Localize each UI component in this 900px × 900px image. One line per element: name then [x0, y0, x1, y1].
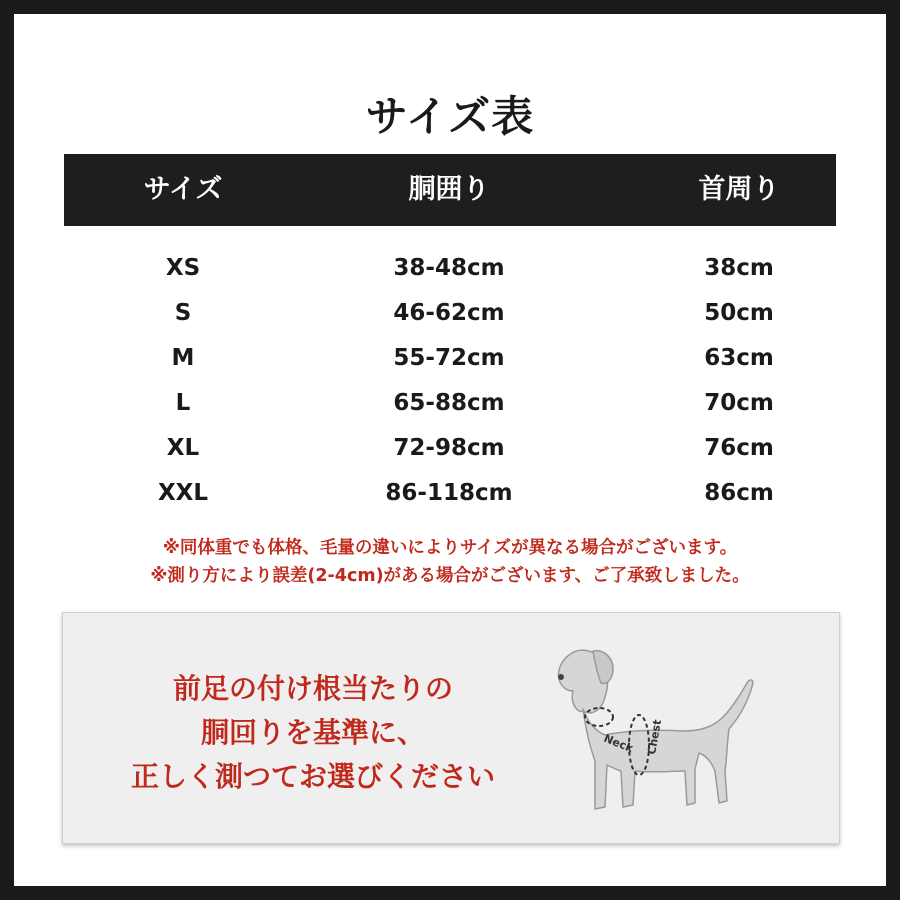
chest-cell: 72-98cm	[393, 435, 505, 461]
size-chart-page	[14, 14, 886, 886]
dog-measurement-diagram	[543, 621, 773, 831]
page-title: サイズ表	[365, 92, 535, 141]
neck-cell: 70cm	[704, 390, 774, 416]
size-cell: M	[171, 345, 195, 371]
measurement-guide-panel	[62, 612, 840, 844]
neck-cell: 50cm	[704, 300, 774, 326]
chest-cell: 65-88cm	[393, 390, 505, 416]
table-row	[64, 246, 836, 291]
guide-line-3: 正しく測つてお選びください	[130, 760, 495, 793]
neck-label: Neck	[601, 731, 636, 756]
table-row	[64, 426, 836, 471]
dog-icon	[543, 621, 773, 831]
chest-label: Chest	[645, 718, 665, 756]
table-row	[64, 291, 836, 336]
table-row	[64, 471, 836, 516]
guide-line-2: 胴回りを基準に、	[200, 716, 425, 749]
table-header	[64, 154, 836, 226]
guide-line-1: 前足の付け根当たりの	[172, 672, 453, 705]
header-neck: 首周り	[698, 174, 780, 205]
size-cell: S	[174, 300, 192, 326]
neck-cell: 63cm	[704, 345, 774, 371]
chest-cell: 46-62cm	[393, 300, 505, 326]
note-weight: ※同体重でも体格、毛量の違いによりサイズが異なる場合がございます。	[162, 538, 738, 558]
neck-cell: 76cm	[704, 435, 774, 461]
header-chest: 胴囲り	[408, 174, 490, 205]
neck-cell: 38cm	[704, 255, 774, 281]
header-size: サイズ	[143, 174, 223, 205]
size-cell: XL	[166, 435, 200, 461]
note-measurement: ※測り方により誤差(2-4cm)がある場合がございます、ご了承致しました。	[150, 566, 750, 586]
table-row	[64, 381, 836, 426]
chest-cell: 55-72cm	[393, 345, 505, 371]
size-cell: XS	[165, 255, 201, 281]
neck-cell: 86cm	[704, 480, 774, 506]
chest-cell: 86-118cm	[385, 480, 513, 506]
size-cell: L	[175, 390, 191, 416]
size-table-body	[64, 246, 836, 516]
size-cell: XXL	[157, 480, 209, 506]
table-row	[64, 336, 836, 381]
chest-cell: 38-48cm	[393, 255, 505, 281]
